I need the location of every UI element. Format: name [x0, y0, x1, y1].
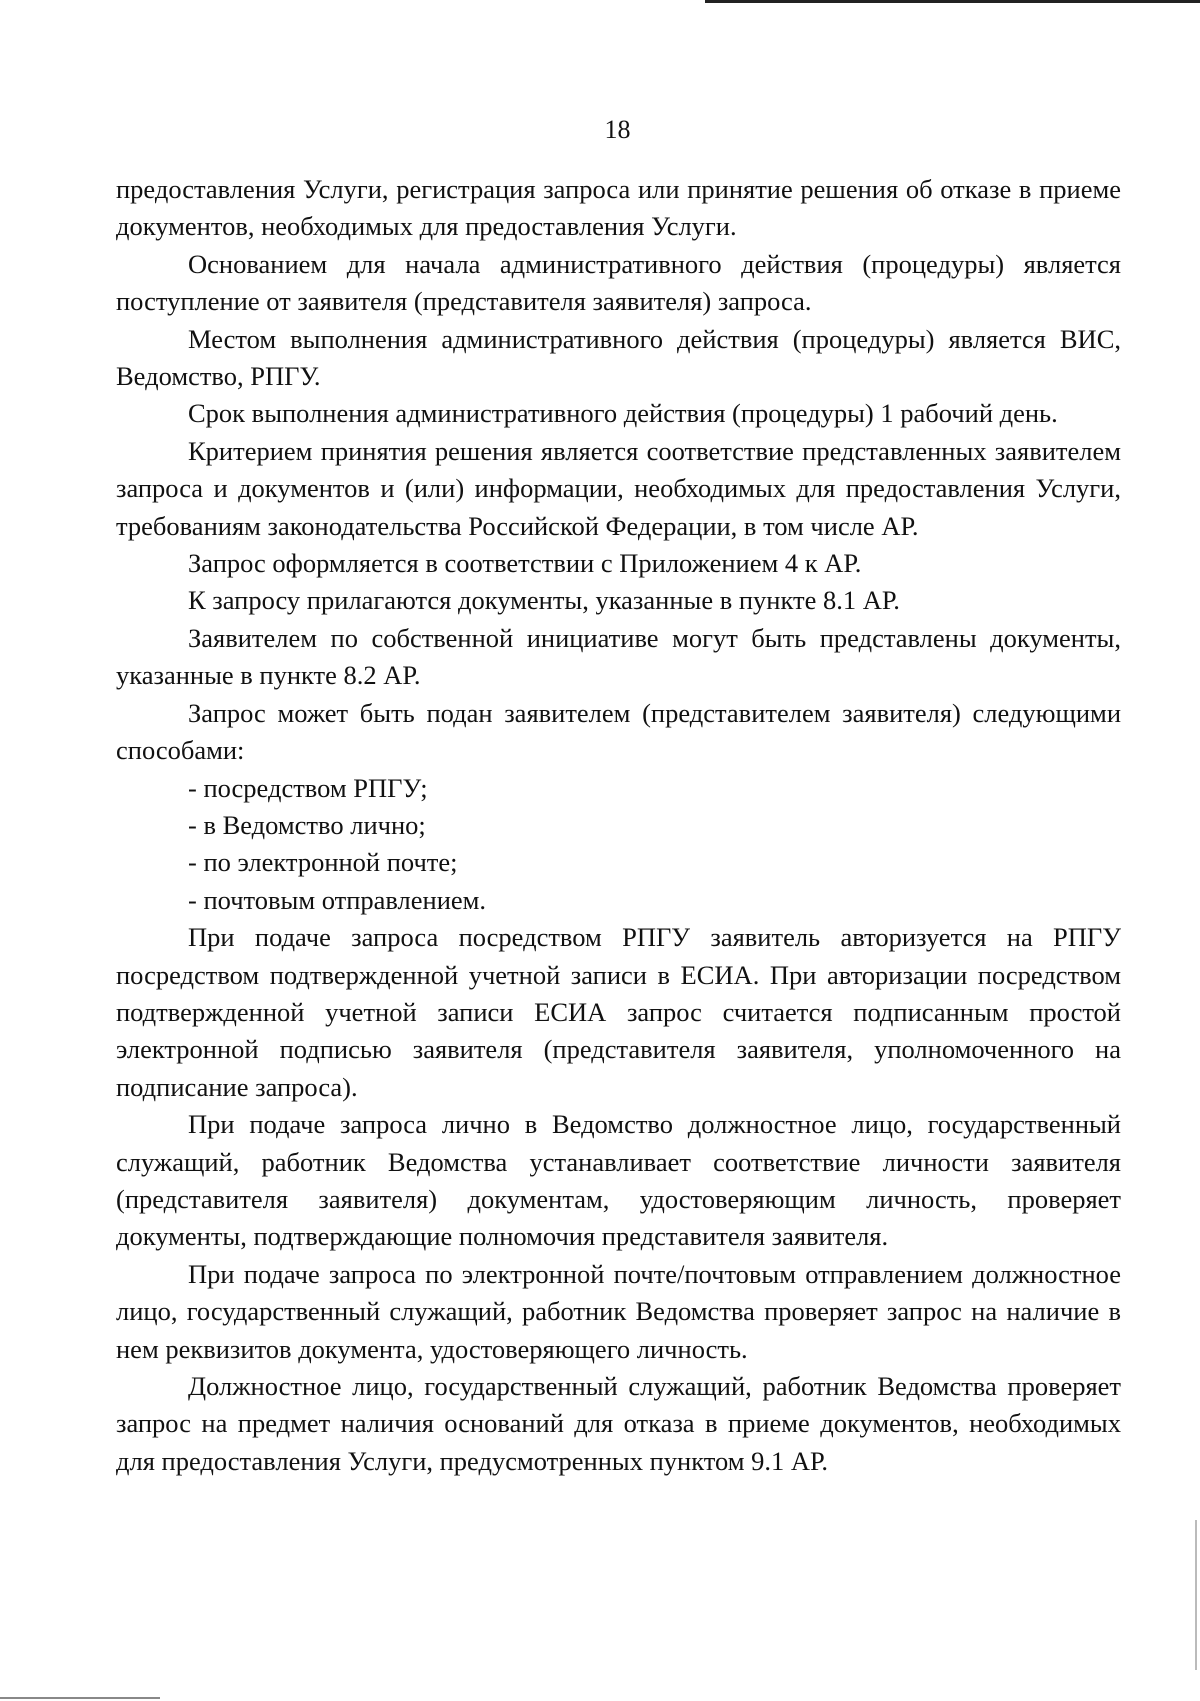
paragraph: Заявителем по собственной инициативе могут быть представлены документы, указанные в пункте 8.2 АР. — [116, 622, 1121, 691]
paragraph: При подаче запроса по электронной почте/почтовым отправлением должностное лицо, государственный служащий, работник Ведомства проверяет запрос на наличие в нем реквизитов документа, удостоверяющего личность. — [116, 1258, 1121, 1364]
paragraph: При подаче запроса лично в Ведомство должностное лицо, государственный служащий, работник Ведомства устанавливает соответствие личности заявителя (представителя заявителя) документам, удостоверяющим личность, проверяет документы, подтверждающие полномочия представителя заявителя. — [116, 1109, 1121, 1252]
page-number: 18 — [604, 115, 631, 144]
paragraph: - в Ведомство лично; — [188, 809, 426, 840]
paragraph: - почтовым отправлением. — [188, 884, 487, 915]
paragraph: - посредством РПГУ; — [188, 772, 428, 803]
paragraph: Запрос оформляется в соответствии с Приложением 4 к АР. — [188, 548, 862, 579]
paragraph: Местом выполнения административного действия (процедуры) является ВИС, Ведомство, РПГУ. — [116, 323, 1121, 392]
scan-edge-bottom — [0, 1697, 160, 1699]
paragraph: Срок выполнения административного действия (процедуры) 1 рабочий день. — [188, 398, 1058, 429]
document-body — [116, 171, 1121, 1480]
paragraph: Должностное лицо, государственный служащий, работник Ведомства проверяет запрос на предмет наличия оснований для отказа в приеме документов, необходимых для предоставления Услуги, предусмотренных пунктом 9.1 АР. — [116, 1371, 1121, 1476]
paragraph: К запросу прилагаются документы, указанные в пункте 8.1 АР. — [188, 585, 900, 616]
scan-edge-top — [705, 0, 1200, 3]
paragraph: - по электронной почте; — [188, 847, 458, 878]
paragraph: предоставления Услуги, регистрация запроса или принятие решения об отказе в приеме документов, необходимых для предоставления Услуги. — [116, 174, 1121, 242]
paragraph: Основанием для начала административного действия (процедуры) является поступление от заявителя (представителя заявителя) запроса. — [116, 248, 1121, 317]
paragraph: Критерием принятия решения является соответствие представленных заявителем запроса и документов и (или) информации, необходимых для предоставления Услуги, требованиям законодательства Российской Федерации, в том числе АР. — [116, 435, 1121, 541]
scan-edge-right — [1195, 1520, 1197, 1670]
paragraph: При подаче запроса посредством РПГУ заявитель авторизуется на РПГУ посредством подтвержденной учетной записи в ЕСИА. При авторизации посредством подтвержденной учетной записи ЕСИА запрос считается подписанным простой электронной подписью заявителя (представителя заявителя, уполномоченного на подписание запроса). — [116, 922, 1121, 1102]
paragraph: Запрос может быть подан заявителем (представителем заявителя) следующими способами: — [116, 697, 1121, 766]
